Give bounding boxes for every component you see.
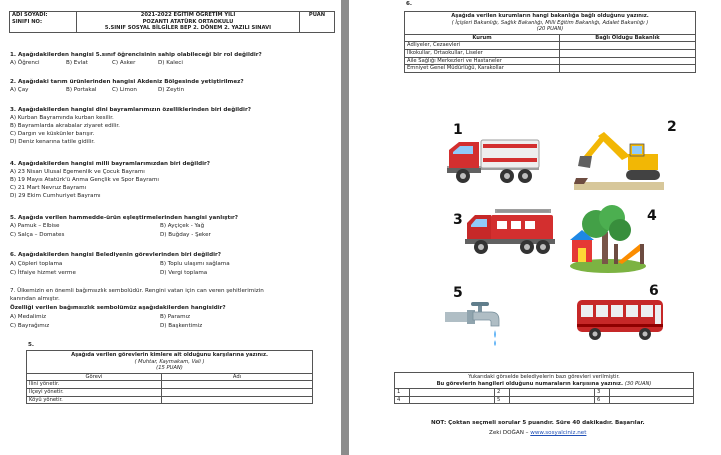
- section7-answer-cell[interactable]: [610, 396, 694, 404]
- q5-option-b[interactable]: B) Ayçiçek - Yağ: [160, 223, 205, 229]
- q6-option-b[interactable]: B) Toplu ulaşımı sağlama: [160, 261, 230, 267]
- image-label-3: 3: [453, 212, 463, 228]
- table-row: [27, 381, 313, 389]
- name-label: ADI SOYADI:: [12, 12, 48, 18]
- q7-option-b[interactable]: B) Paramız: [160, 314, 191, 320]
- section6-hint: ( İçişleri Bakanlığı, Sağlık Bakanlığı, Milli Eğitim Bakanlığı, Adalet Bakanlığı ): [451, 19, 649, 26]
- footer-author-line: [489, 430, 586, 437]
- section7-answer-cell[interactable]: [410, 389, 495, 397]
- q6-option-d[interactable]: D) Vergi toplama: [160, 270, 208, 276]
- school-name: POZANTI ATATÜRK ORTAOKULU: [142, 18, 234, 25]
- q2-option-a[interactable]: A) Çay: [10, 87, 29, 93]
- q7-stem-line2: kanından almıştır.: [10, 296, 60, 302]
- q4-option-c[interactable]: C) 21 Mart Nevruz Bayramı: [10, 185, 87, 191]
- section7-answer-cell[interactable]: [510, 389, 595, 397]
- q4-option-a[interactable]: A) 23 Nisan Ulusal Egemenlik ve Çocuk Bayramı: [10, 169, 145, 175]
- section6-row-institution: Emniyet Genel Müdürlüğü, Karakollar: [405, 65, 560, 73]
- q5-stem: 5. Aşağıda verilen hammedde-ürün eşleştirmelerinden hangisi yanlıştır?: [10, 215, 239, 221]
- table-row: [27, 388, 313, 396]
- q6-stem: 6. Aşağıdakilerden hangisi Belediyenin görevlerinden biri değildir?: [10, 252, 221, 258]
- q4-option-b[interactable]: B) 19 Mayıs Atatürk'ü Anma Gençlik ve Spor Bayramı: [10, 177, 159, 183]
- q2-stem: 2. Aşağıdaki tarım ürünlerinden hangisi Akdeniz Bölgesinde yetiştirilmez?: [10, 79, 244, 85]
- section6-title: Aşağıda verilen kurumların hangi bakanlığa bağlı olduğunu yazınız.: [451, 13, 649, 19]
- playground-icon: [568, 204, 648, 278]
- section6-row-institution: İlkokullar, Ortaokullar, Liseler: [405, 49, 560, 57]
- section5-table: [26, 350, 313, 404]
- section7-line1: Yukarıdaki görselde belediyelerin bazı görevleri verilmiştir.: [468, 374, 620, 380]
- exam-page-1: [0, 0, 341, 455]
- table-row: [395, 396, 694, 404]
- q5-option-a[interactable]: A) Pamuk – Elbise: [10, 223, 60, 229]
- section6-number: 6.: [406, 1, 413, 7]
- table-row: [395, 389, 694, 397]
- section7-num: 1: [395, 389, 410, 397]
- q7-option-c[interactable]: C) Bayrağımız: [10, 323, 50, 329]
- footer-note: NOT: Çoktan seçmeli sorular 5 puandır. Süre 40 dakikadır. Başarılar.: [431, 420, 645, 426]
- section5-answer-cell[interactable]: [162, 396, 313, 404]
- fire-truck-icon: [465, 207, 555, 261]
- section5-row-task: İlini yönetir.: [27, 381, 162, 389]
- section6-points: (20 PUAN): [536, 26, 564, 33]
- image-label-2: 2: [667, 119, 677, 135]
- q5-option-d[interactable]: D) Buğday - Şeker: [160, 232, 211, 238]
- section7-num: 6: [595, 396, 610, 404]
- section7-answer-cell[interactable]: [510, 396, 595, 404]
- garbage-truck-icon: [443, 136, 543, 192]
- section6-row-institution: Adliyeler, Cezaevleri: [405, 42, 560, 50]
- section6-answer-cell[interactable]: [560, 49, 696, 57]
- section5-row-task: Köyü yönetir.: [27, 396, 162, 404]
- table-row: [27, 396, 313, 404]
- section7-table: [394, 372, 694, 404]
- section7-num: 5: [495, 396, 510, 404]
- q7-option-d[interactable]: D) Başkentimiz: [160, 323, 203, 329]
- q7-option-a[interactable]: A) Medalimiz: [10, 314, 47, 320]
- section5-title: Aşağıda verilen görevlerin kimlere ait olduğunu karşılarına yazınız.: [71, 352, 268, 358]
- section6-row-institution: Aile Sağlığı Merkezleri ve Hastaneler: [405, 57, 560, 65]
- q3-option-d[interactable]: D) Deniz kenarına tatile gidilir.: [10, 139, 95, 145]
- q4-option-d[interactable]: D) 29 Ekim Cumhuriyet Bayramı: [10, 193, 101, 199]
- q7-stem-line3: Özelliği verilen bağımsızlık sembolümüz aşağıdakilerden hangisidir?: [10, 305, 226, 311]
- exam-page-2: [349, 0, 721, 455]
- table-row: [405, 49, 696, 57]
- q7-stem-line1: 7. Ülkemizin en önemli bağımsızlık sembolüdür. Rengini vatan için can veren şehitlerimizin: [10, 288, 264, 294]
- q1-option-a[interactable]: A) Öğrenci: [10, 60, 40, 66]
- excavator-icon: [574, 126, 664, 196]
- section7-answer-cell[interactable]: [610, 389, 694, 397]
- exam-header: [9, 11, 335, 33]
- q3-stem: 3. Aşağıdakilerden hangisi dini bayramlarımızın özelliklerinden biri değildir?: [10, 107, 251, 113]
- year-line: 2021-2022 EĞİTİM ÖĞRETİM YILI: [140, 12, 236, 18]
- table-row: [405, 42, 696, 50]
- q1-option-d[interactable]: D) Kaleci: [158, 60, 183, 66]
- section7-line2: Bu görevlerin hangileri olduğunu numaraların karşısına yazınız.: [436, 380, 623, 387]
- score-label: PUAN: [308, 12, 326, 18]
- section5-number: 5.: [28, 342, 35, 348]
- section5-answer-cell[interactable]: [162, 388, 313, 396]
- q2-option-d[interactable]: D) Zeytin: [158, 87, 185, 93]
- q1-option-b[interactable]: B) Evlat: [66, 60, 88, 66]
- section7-points: (30 PUAN): [624, 380, 652, 387]
- section7-answer-cell[interactable]: [410, 396, 495, 404]
- section7-num: 2: [495, 389, 510, 397]
- section6-answer-cell[interactable]: [560, 42, 696, 50]
- table-row: [405, 65, 696, 73]
- section7-num: 4: [395, 396, 410, 404]
- footer-author: Zeki DOĞAN –: [489, 430, 529, 436]
- bus-icon: [575, 296, 665, 348]
- section6-col-ministry: Bağlı Olduğu Bakanlık: [560, 34, 696, 42]
- image-label-5: 5: [453, 285, 463, 301]
- water-tap-icon: [445, 300, 505, 350]
- image-label-1: 1: [453, 122, 463, 138]
- section5-hint: ( Muhtar, Kaymakam, Vali ): [134, 358, 205, 365]
- image-label-6: 6: [649, 283, 659, 299]
- section5-points: (15 PUAN): [156, 365, 183, 372]
- q6-option-c[interactable]: C) İtfaiye hizmet verme: [10, 270, 76, 276]
- q2-option-b[interactable]: B) Portakal: [66, 87, 97, 93]
- q3-option-a[interactable]: A) Kurban Bayramında kurban kesilir.: [10, 115, 114, 121]
- q1-stem: 1. Aşağıdakilerden hangisi 5.sınıf öğrencisinin sahip olabileceği bir rol değildir?: [10, 52, 262, 58]
- section5-col-task: Görevi: [27, 373, 162, 381]
- class-label: SINIFI NO:: [12, 18, 43, 25]
- footer-website-link[interactable]: www.sosyalciniz.net: [530, 430, 587, 436]
- section7-num: 3: [595, 389, 610, 397]
- image-label-4: 4: [647, 208, 657, 224]
- q5-option-c[interactable]: C) Salça – Domates: [10, 232, 65, 238]
- table-row: [405, 57, 696, 65]
- section6-answer-cell[interactable]: [560, 57, 696, 65]
- q6-option-a[interactable]: A) Çöpleri toplama: [10, 261, 63, 267]
- q3-option-c[interactable]: C) Dargın ve küskünler barışır.: [10, 131, 95, 137]
- section5-answer-cell[interactable]: [162, 381, 313, 389]
- exam-title: 5.SINIF SOSYAL BİLGİLER BEP 2. DÖNEM 2. YAZILI SINAVI: [104, 25, 272, 32]
- section5-row-task: İlçeyi yönetir.: [27, 388, 162, 396]
- section6-answer-cell[interactable]: [560, 65, 696, 73]
- q1-option-c[interactable]: C) Asker: [112, 60, 136, 66]
- section6-table: [404, 11, 696, 73]
- q4-stem: 4. Aşağıdakilerden hangisi milli bayramlarımızdan biri değildir?: [10, 161, 211, 167]
- q3-option-b[interactable]: B) Bayramlarda akrabalar ziyaret edilir.: [10, 123, 120, 129]
- q2-option-c[interactable]: C) Limon: [112, 87, 137, 93]
- section5-col-name: Adı: [162, 373, 313, 381]
- section6-col-institution: Kurum: [405, 34, 560, 42]
